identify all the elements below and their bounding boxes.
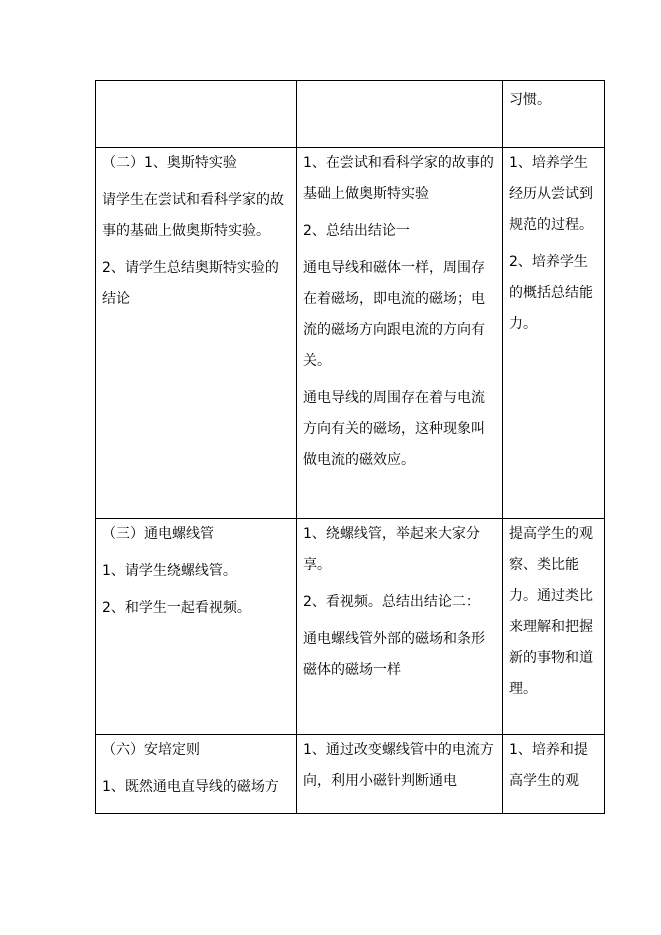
- cell-text: 1、通过改变螺线管中的电流方向，利用小磁针判断通电: [303, 742, 494, 789]
- activity-cell: [96, 735, 297, 814]
- cell-text: 1、培养学生经历从尝试到规范的过程。: [509, 155, 593, 233]
- cell-text: 通电导线的周围存在着与电流方向有关的磁场，这种现象叫做电流的磁效应。: [303, 390, 485, 468]
- purpose-cell: [503, 148, 605, 519]
- table-row: [96, 519, 605, 735]
- student-activity-cell: [297, 519, 503, 735]
- cell-text: 2、总结出结论一: [303, 223, 410, 239]
- lesson-plan-table: [95, 80, 605, 814]
- cell-text: 通电螺线管外部的磁场和条形磁体的磁场一样: [303, 631, 485, 678]
- cell-text: 2、请学生总结奥斯特实验的结论: [102, 260, 279, 307]
- cell-text: （六）安培定则: [102, 742, 200, 758]
- cell-text: （二）1、奥斯特实验: [102, 155, 237, 171]
- activity-cell: [96, 519, 297, 735]
- purpose-cell: [503, 81, 605, 148]
- student-activity-cell: [297, 735, 503, 814]
- cell-text: 请学生在尝试和看科学家的故事的基础上做奥斯特实验。: [102, 192, 284, 239]
- purpose-cell: [503, 735, 605, 814]
- cell-text: 通电导线和磁体一样，周围存在着磁场，即电流的磁场；电流的磁场方向跟电流的方向有关。: [303, 260, 485, 369]
- student-activity-cell: [297, 148, 503, 519]
- cell-text: 1、请学生绕螺线管。: [102, 563, 237, 579]
- table-row: [96, 81, 605, 148]
- table-row: [96, 735, 605, 814]
- cell-text: 2、培养学生的概括总结能力。: [509, 254, 593, 332]
- cell-text: 2、和学生一起看视频。: [102, 600, 251, 616]
- cell-text: 提高学生的观察、类比能力。通过类比来理解和把握新的事物和道理。: [509, 526, 593, 697]
- cell-text: 1、在尝试和看科学家的故事的基础上做奥斯特实验: [303, 155, 494, 202]
- table-row: [96, 148, 605, 519]
- cell-text: 1、绕螺线管，举起来大家分享。: [303, 526, 480, 573]
- activity-cell: [96, 148, 297, 519]
- activity-cell: [96, 81, 297, 148]
- cell-text: 1、培养和提高学生的观: [509, 742, 588, 789]
- student-activity-cell: [297, 81, 503, 148]
- cell-text: 2、看视频。总结出结论二：: [303, 594, 480, 610]
- purpose-cell: [503, 519, 605, 735]
- cell-text: 1、既然通电直导线的磁场方: [102, 779, 279, 795]
- cell-text: （三）通电螺线管: [102, 526, 214, 542]
- cell-text: 习惯。: [509, 92, 551, 108]
